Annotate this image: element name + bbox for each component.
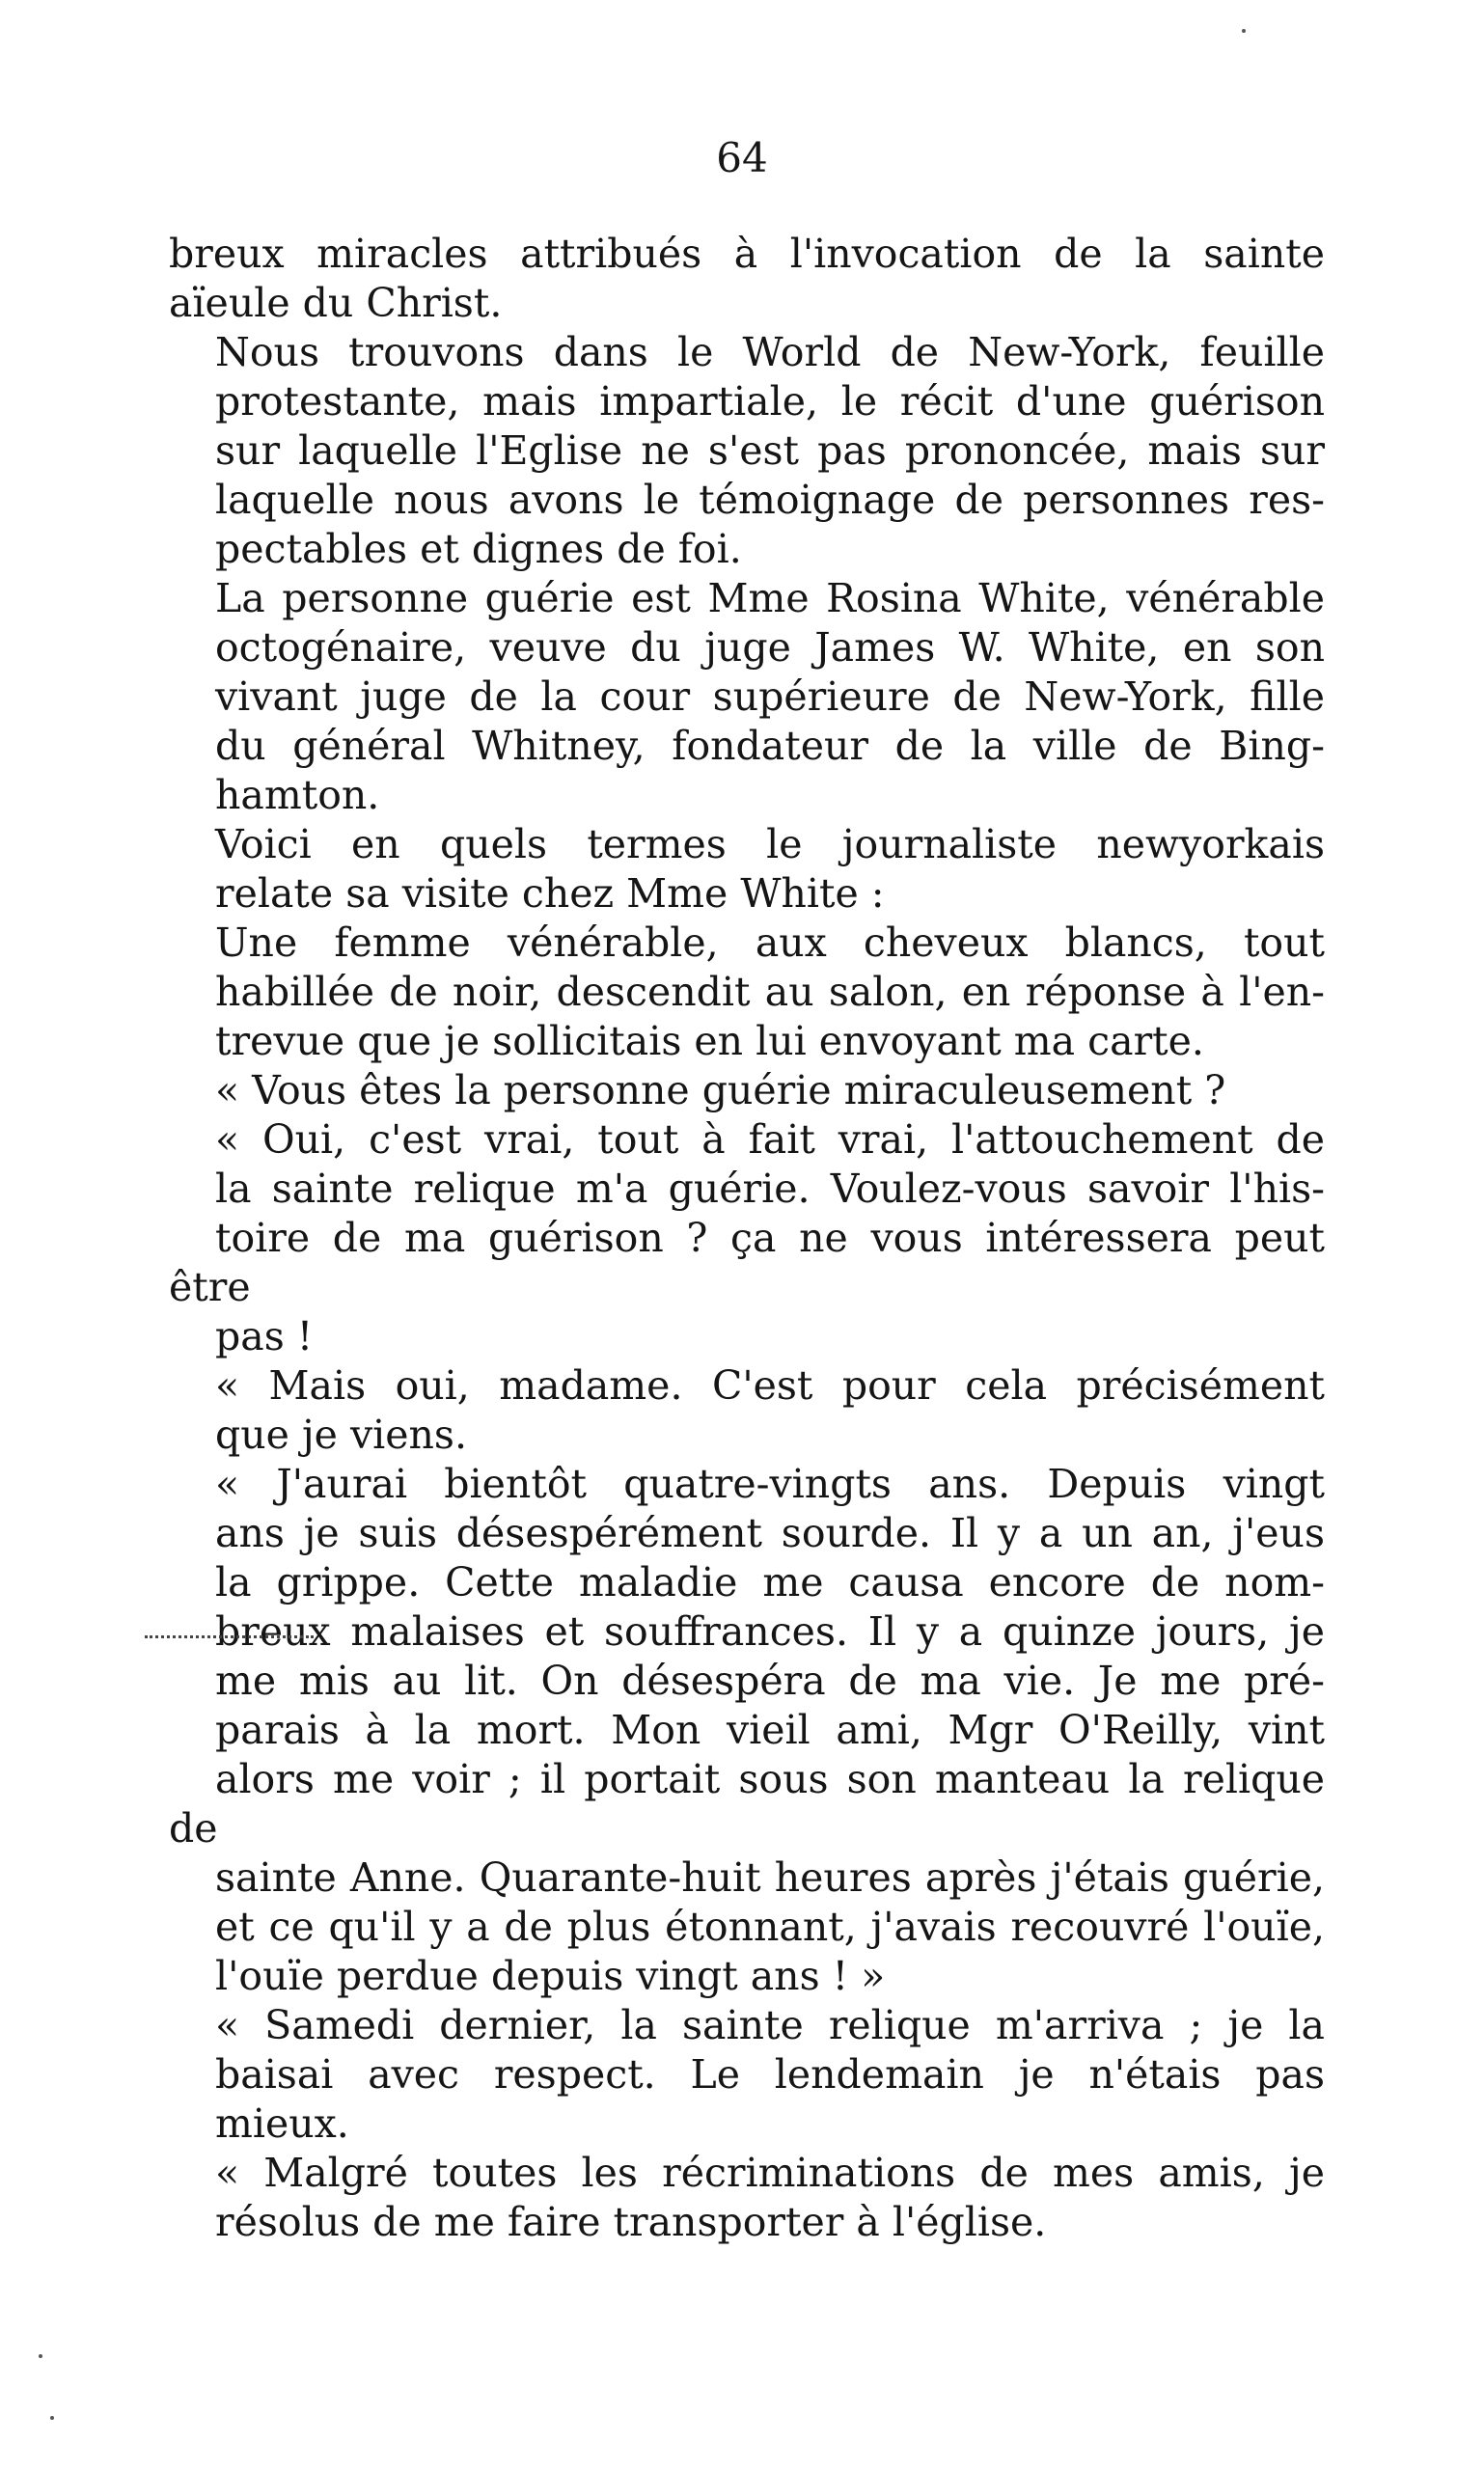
paragraph (169, 2149, 1325, 2247)
text-line: pas ! (215, 1313, 314, 1359)
text-line: et ce qu'il y a de plus étonnant, j'avais recouvré l'ouïe, (215, 1904, 1325, 1950)
paragraph (169, 919, 1325, 1066)
page-number: 64 (716, 134, 768, 181)
text-line: hamton. (215, 772, 380, 818)
paper-speck (50, 2416, 54, 2420)
text-line: que je viens. (215, 1412, 467, 1458)
text-line: me mis au lit. On désespéra de ma vie. Je me pré- (215, 1658, 1325, 1704)
text-line: baisai avec respect. Le lendemain je n'étais pas (215, 2051, 1325, 2098)
paragraph (169, 820, 1325, 919)
paragraph (169, 328, 1325, 574)
text-line: « Mais oui, madame. C'est pour cela précisément (215, 1362, 1325, 1409)
text-line: l'ouïe perdue depuis vingt ans ! » (215, 1953, 886, 1999)
text-line: « Oui, c'est vrai, tout à fait vrai, l'attouchement de (215, 1116, 1325, 1163)
paragraph (169, 574, 1325, 820)
paragraph (169, 1066, 1325, 1115)
text-line: « Vous êtes la personne guérie miraculeusement ? (215, 1067, 1226, 1113)
paragraph (169, 230, 1325, 328)
text-line: laquelle nous avons le témoignage de personnes res- (215, 477, 1325, 523)
text-line: breux miracles attribués à l'invocation de la sainte (169, 231, 1325, 277)
paper-speck (39, 2354, 42, 2358)
text-line: sur laquelle l'Eglise ne s'est pas prononcée, mais sur (215, 427, 1325, 474)
printer-ornament (145, 1635, 314, 1646)
text-line: Nous trouvons dans le World de New-York, feuille (215, 329, 1325, 375)
paper-speck (1242, 29, 1246, 33)
text-line: mieux. (215, 2100, 349, 2147)
text-line: ans je suis désespérément sourde. Il y a un an, j'eus (215, 1510, 1325, 1556)
text-line: toire de ma guérison ? ça ne vous intéressera peut être (169, 1215, 1325, 1310)
text-line: « Samedi dernier, la sainte relique m'arriva ; je la (215, 2002, 1325, 2048)
text-line: La personne guérie est Mme Rosina White, vénérable (215, 575, 1325, 621)
text-line: parais à la mort. Mon vieil ami, Mgr O'Reilly, vint (215, 1707, 1325, 1753)
text-line: Voici en quels termes le journaliste newyorkais (215, 821, 1325, 867)
text-line: alors me voir ; il portait sous son manteau la relique de (169, 1756, 1325, 1852)
text-line: « Malgré toutes les récriminations de mes amis, je (215, 2150, 1325, 2196)
text-line: octogénaire, veuve du juge James W. White, en son (215, 624, 1325, 671)
body-text (169, 230, 1325, 2247)
text-line: habillée de noir, descendit au salon, en réponse à l'en- (215, 969, 1325, 1015)
text-line: relate sa visite chez Mme White : (215, 870, 885, 917)
text-line: la sainte relique m'a guérie. Voulez-vous savoir l'his- (215, 1166, 1325, 1212)
text-line: vivant juge de la cour supérieure de New-York, fille (215, 673, 1325, 720)
text-line: « J'aurai bientôt quatre-vingts ans. Depuis vingt (215, 1461, 1325, 1507)
text-line: la grippe. Cette maladie me causa encore de nom- (215, 1559, 1325, 1606)
paragraph (169, 1361, 1325, 1460)
text-line: Une femme vénérable, aux cheveux blancs, tout (215, 919, 1325, 966)
paragraph (169, 2001, 1325, 2149)
text-line: breux malaises et souffrances. Il y a quinze jours, je (215, 1608, 1325, 1655)
text-line: du général Whitney, fondateur de la ville de Bing- (215, 723, 1325, 769)
text-line: résolus de me faire transporter à l'église. (215, 2199, 1047, 2245)
text-line: sainte Anne. Quarante-huit heures après j'étais guérie, (215, 1854, 1325, 1901)
paragraph (169, 1460, 1325, 2001)
text-line: trevue que je sollicitais en lui envoyant ma carte. (215, 1018, 1204, 1064)
text-line: pectables et dignes de foi. (215, 526, 742, 572)
paragraph (169, 1115, 1325, 1361)
text-line: aïeule du Christ. (169, 280, 503, 326)
text-line: protestante, mais impartiale, le récit d'une guérison (215, 378, 1325, 425)
